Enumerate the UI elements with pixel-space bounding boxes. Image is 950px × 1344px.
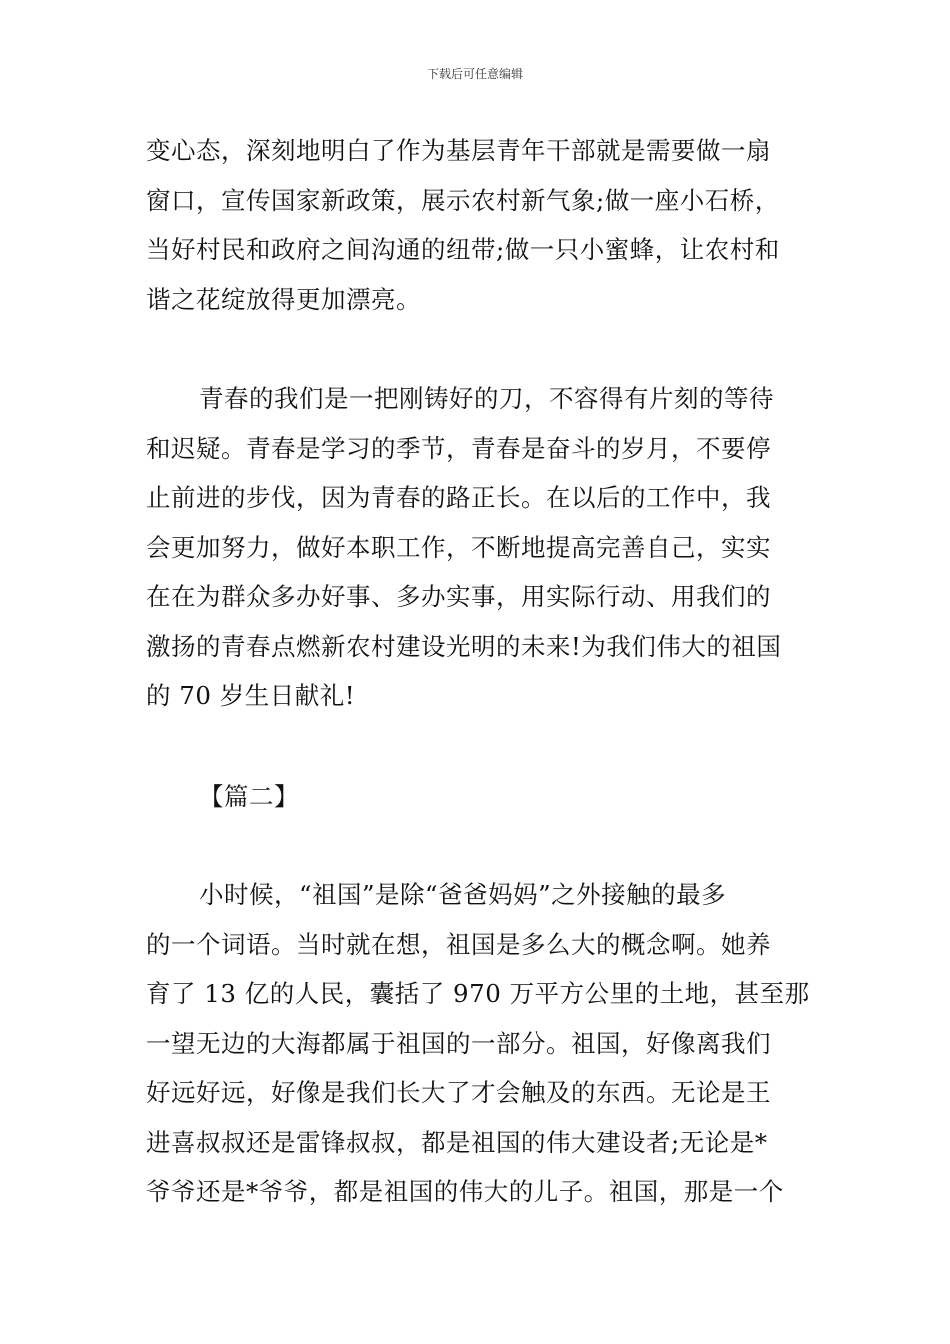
- paragraph-line: 止前进的步伐，因为青春的路正长。在以后的工作中，我: [146, 483, 771, 512]
- paragraph-line: 一望无边的大海都属于祖国的一部分。祖国，好像离我们: [146, 1028, 771, 1058]
- paragraph-line: 小时候，“祖国”是除“爸爸妈妈”之外接触的最多: [199, 880, 727, 909]
- page-header: 下载后可任意编辑: [426, 67, 523, 81]
- paragraph-line: 谐之花绽放得更加漂亮。: [146, 284, 421, 314]
- paragraph-3: [146, 870, 811, 1217]
- paragraph-line: 好远好远，好像是我们长大了才会触及的东西。无论是王: [146, 1078, 771, 1107]
- paragraph-line: 的一个词语。当时就在想，祖国是多么大的概念啊。她养: [146, 929, 771, 959]
- paragraph-line: 变心态，深刻地明白了作为基层青年干部就是需要做一扇: [146, 136, 771, 165]
- paragraph-line: 爷爷还是*爷爷，都是祖国的伟大的儿子。祖国，那是一个: [146, 1177, 784, 1206]
- paragraph-line: 窗口，宣传国家新政策，展示农村新气象;做一座小石桥，: [146, 185, 780, 215]
- paragraph-line: 激扬的青春点燃新农村建设光明的未来!为我们伟大的祖国: [146, 631, 782, 661]
- paragraph-2: [146, 374, 811, 721]
- paragraph-line: 的 70 岁生日献礼!: [146, 681, 356, 710]
- paragraph-line: 育了 13 亿的人民，囊括了 970 万平方公里的土地，甚至那: [146, 979, 810, 1008]
- section-heading: [146, 772, 811, 822]
- paragraph-1: [146, 126, 811, 324]
- paragraph-line: 会更加努力，做好本职工作，不断地提高完善自己，实实: [146, 532, 771, 562]
- section-heading-text: 【篇二】: [199, 782, 299, 811]
- paragraph-line: 和迟疑。青春是学习的季节，青春是奋斗的岁月，不要停: [146, 433, 771, 463]
- paragraph-line: 进喜叔叔还是雷锋叔叔，都是祖国的伟大建设者;无论是*: [146, 1127, 768, 1157]
- paragraph-line: 在在为群众多办好事、多办实事，用实际行动、用我们的: [146, 582, 771, 611]
- paragraph-line: 当好村民和政府之间沟通的纽带;做一只小蜜蜂，让农村和: [146, 235, 780, 264]
- paragraph-line: 青春的我们是一把刚铸好的刀，不容得有片刻的等待: [199, 384, 774, 413]
